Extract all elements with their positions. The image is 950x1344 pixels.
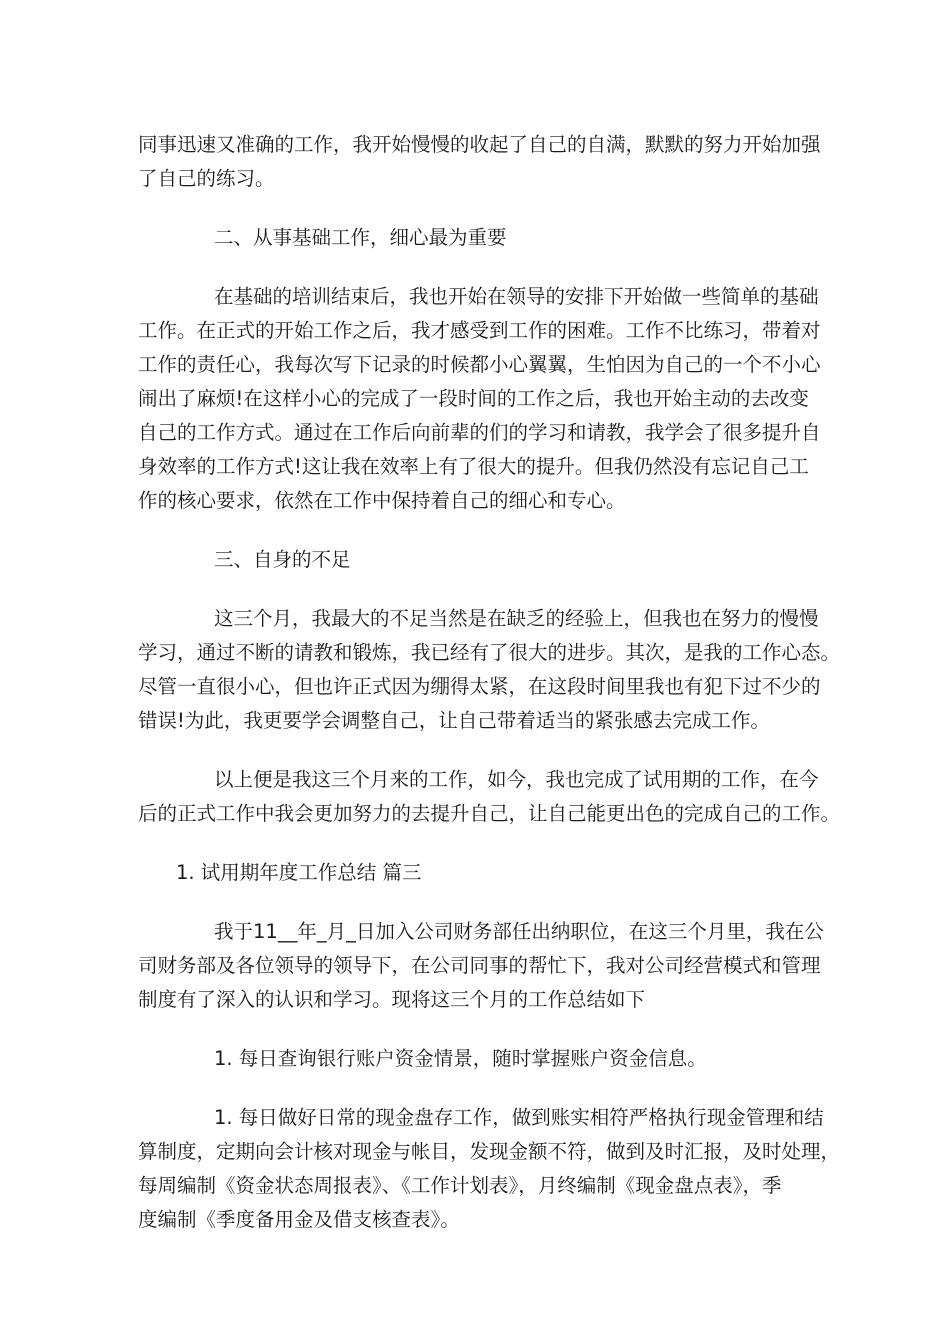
text-line: 尽管一直很小心，但也许正式因为绷得太紧，在这段时间里我也有犯下过不少的	[138, 675, 821, 698]
text-line: 我于11__年_月_日加入公司财务部任出纳职位，在这三个月里，我在公	[214, 920, 824, 943]
section-heading: 二、从事基础工作，细心最为重要	[214, 226, 507, 249]
section-heading: 三、自身的不足	[214, 548, 351, 571]
text-line: 司财务部及各位领导的领导下，在公司同事的帮忙下，我对公司经营模式和管理	[138, 954, 821, 977]
paragraph	[138, 280, 822, 518]
text-line: 身效率的工作方式!这让我在效率上有了很大的提升。但我仍然没有忘记自己工	[138, 455, 809, 478]
text-line: 工作。在正式的开始工作之后，我才感受到工作的困难。工作不比练习，带着对	[138, 319, 821, 342]
text-line: 这三个月，我最大的不足当然是在缺乏的经验上，但我也在努力的慢慢	[214, 607, 819, 630]
text-line: 1. 每日做好日常的现金盘存工作，做到账实相符严格执行现金管理和结	[214, 1106, 824, 1129]
section-heading: 1. 试用期年度工作总结 篇三	[176, 861, 422, 884]
text-line: 算制度，定期向会计核对现金与帐目，发现金额不符，做到及时汇报，及时处理，	[138, 1140, 841, 1163]
text-line: 同事迅速又准确的工作，我开始慢慢的收起了自己的自满，默默的努力开始加强	[138, 133, 821, 156]
paragraph	[138, 915, 822, 1017]
text-line: 每周编制《资金状态周报表》、《工作计划表》，月终编制《现金盘点表》，季	[138, 1174, 782, 1197]
text-line: 自己的工作方式。通过在工作后向前辈的们的学习和请教，我学会了很多提升自	[138, 421, 821, 444]
paragraph	[138, 1101, 841, 1237]
text-line: 度编制《季度备用金及借支核查表》。	[138, 1208, 460, 1231]
text-line: 了自己的练习。	[138, 167, 275, 190]
paragraph	[138, 763, 841, 831]
text-line: 错误!为此，我更要学会调整自己，让自己带着适当的紧张感去完成工作。	[138, 709, 770, 732]
text-line: 后的正式工作中我会更加努力的去提升自己，让自己能更出色的完成自己的工作。	[138, 802, 841, 825]
text-line: 以上便是我这三个月来的工作，如今，我也完成了试用期的工作，在今	[214, 768, 819, 791]
text-line: 制度有了深入的认识和学习。现将这三个月的工作总结如下	[138, 988, 646, 1011]
document-body	[138, 128, 841, 1237]
text-line: 作的核心要求，依然在工作中保持着自己的细心和专心。	[138, 489, 626, 512]
text-line: 工作的责任心，我每次写下记录的时候都小心翼翼，生怕因为自己的一个不小心	[138, 353, 821, 376]
text-line: 学习，通过不断的请教和锻炼，我已经有了很大的进步。其次，是我的工作心态。	[138, 641, 841, 664]
text-line: 闹出了麻烦!在这样小心的完成了一段时间的工作之后，我也开始主动的去改变	[138, 387, 809, 410]
paragraph	[138, 602, 841, 738]
list-item: 1. 每日查询银行账户资金情景，随时掌握账户资金信息。	[214, 1047, 707, 1070]
paragraph	[138, 128, 822, 196]
text-line: 在基础的培训结束后，我也开始在领导的安排下开始做一些简单的基础	[214, 285, 819, 308]
